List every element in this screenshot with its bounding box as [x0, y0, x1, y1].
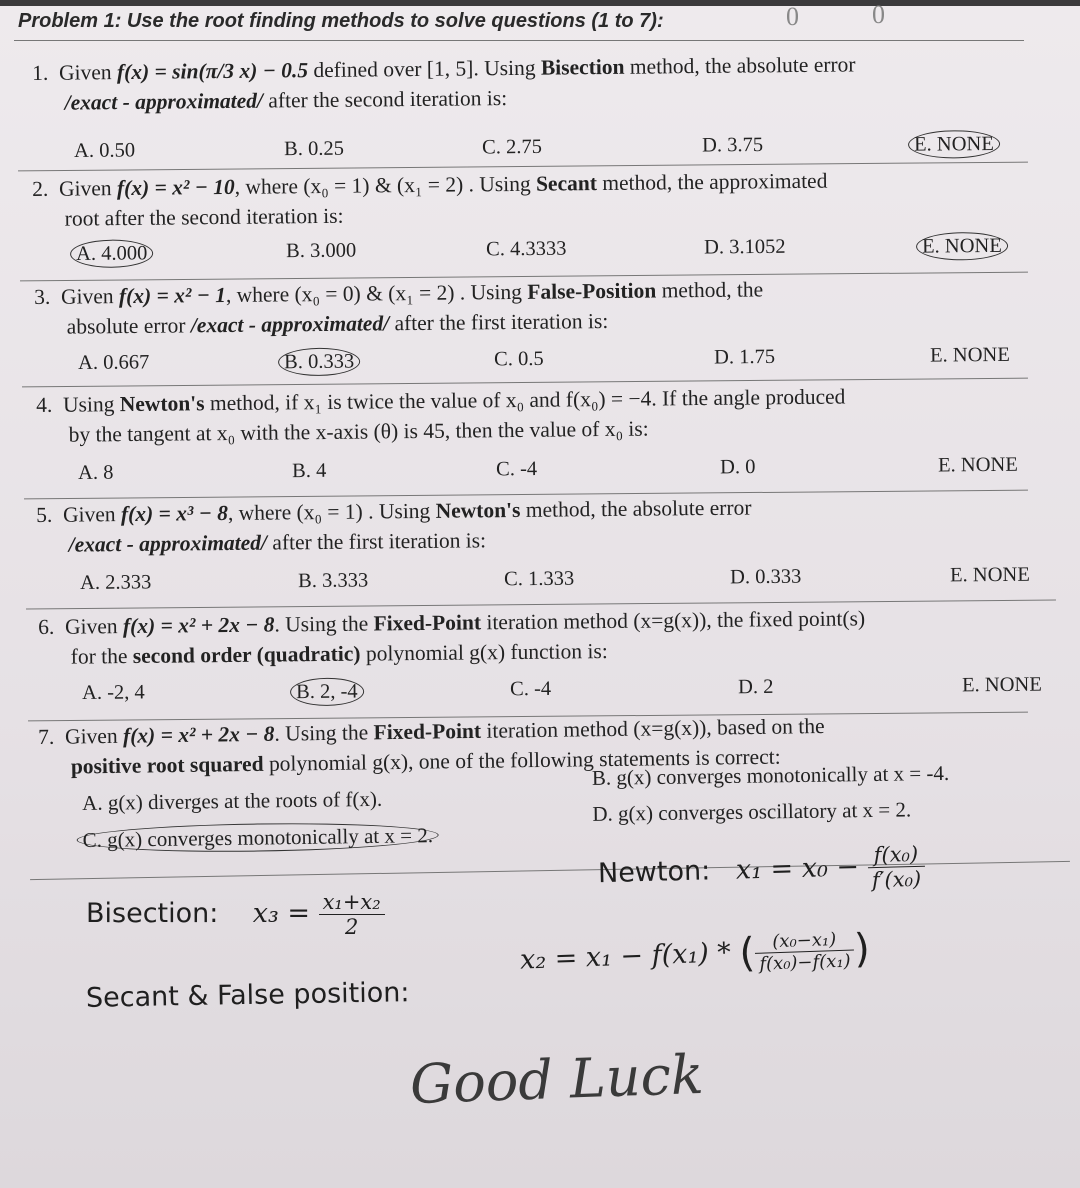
question-2: 2. Given f(x) = x² − 10, where (x₀ = 1) & (x₁ = 2) . Using Secant method, the approximated root after the second iteration is:	[32, 168, 828, 231]
option-d[interactable]: D. 2	[737, 675, 774, 699]
option-a[interactable]: A. 0.667	[78, 351, 150, 374]
option-e-circled[interactable]: E. NONE	[916, 232, 1008, 261]
option-a[interactable]: A. g(x) diverges at the roots of f(x).	[82, 786, 383, 815]
options-q3	[78, 342, 1018, 374]
question-4: 4. Using Newton's method, if x₁ is twice the value of x₀ and f(x₀) = −4. If the angle produced by the tangent at x₀ with the x-axis (θ) is 45, then the value of x₀ is:	[36, 384, 846, 447]
option-c[interactable]: C. 4.3333	[486, 237, 567, 261]
options-q2	[76, 232, 1016, 265]
option-b[interactable]: B. 4	[292, 459, 327, 483]
option-c[interactable]: C. 1.333	[504, 567, 575, 591]
question-1: 1. Given f(x) = sin(π/3 x) − 0.5 defined over [1, 5]. Using Bisection method, the absolute error /exact - approximated/ after the second iteration is:	[32, 52, 856, 115]
newton-formula: Newton: x₁ = x₀ − $\frac{\text{f(x₀)}}{\text{f′(x₀)}}$	[597, 842, 925, 900]
option-c[interactable]: C. -4	[496, 457, 538, 481]
options-q5	[80, 562, 1030, 594]
divider	[14, 40, 1024, 41]
option-e[interactable]: E. NONE	[949, 563, 1030, 587]
options-q6	[82, 672, 1042, 704]
option-e[interactable]: E. NONE	[929, 343, 1010, 367]
options-q1	[74, 130, 1014, 162]
secant-expression: x₂ = x₁ − f(x₁) * ( $\frac{\text{(x₀−x₁)}}{\text{f(x₀)−f(x₁)}}$ )	[519, 925, 871, 977]
question-5: 5. Given f(x) = x³ − 8, where (x₀ = 1) . Using Newton's method, the absolute error /exact - approximated/ after the first iteration is:	[36, 495, 752, 557]
option-a[interactable]: A. -2, 4	[82, 681, 145, 704]
option-b-circled[interactable]: B. 0.333	[278, 348, 360, 377]
option-b[interactable]: B. 0.25	[284, 137, 345, 161]
option-b-circled[interactable]: B. 2, -4	[290, 678, 364, 707]
option-d[interactable]: D. g(x) converges oscillatory at x = 2.	[592, 797, 912, 826]
secant-fraction: $\frac{\text{(x₀−x₁)}}{\text{f(x₀)−f(x₁)}}$	[754, 928, 855, 974]
option-b[interactable]: B. g(x) converges monotonically at x = -4.	[591, 760, 950, 790]
option-a[interactable]: A. 0.50	[74, 139, 136, 162]
option-b[interactable]: B. 3.333	[298, 569, 369, 593]
pen-scribble: 0	[786, 2, 799, 31]
options-q4	[78, 452, 1028, 484]
bisection-formula: Bisection: x₃ = $\frac{\text{x₁+x₂}}{2}$	[86, 890, 385, 939]
option-d[interactable]: D. 3.75	[701, 133, 764, 157]
option-a[interactable]: A. 8	[78, 461, 114, 484]
top-shadow	[0, 0, 1080, 6]
option-e[interactable]: E. NONE	[961, 673, 1042, 697]
option-c-circled[interactable]: C. g(x) converges monotonically at x = 2.	[77, 821, 440, 854]
bisection-fraction: $\frac{\text{x₁+x₂}}{2}$	[319, 890, 385, 939]
newton-fraction: $\frac{\text{f(x₀)}}{\text{f′(x₀)}}$	[867, 842, 925, 892]
problem-header: Problem 1: Use the root finding methods to solve questions (1 to 7):	[18, 10, 664, 32]
good-luck-text: Good Luck	[408, 1042, 705, 1117]
option-b[interactable]: B. 3.000	[286, 239, 357, 263]
secant-formula	[86, 977, 410, 1014]
pen-scribble: 0	[872, 0, 885, 29]
option-a[interactable]: A. 2.333	[80, 571, 152, 594]
question-3: 3. Given f(x) = x² − 1, where (x₀ = 0) & (x₁ = 2) . Using False-Position method, the absolute error /exact - approximated/ after the first iteration is:	[34, 277, 764, 339]
option-c[interactable]: C. 2.75	[482, 135, 543, 159]
option-c[interactable]: C. 0.5	[494, 347, 544, 371]
option-d[interactable]: D. 3.1052	[703, 235, 786, 259]
bisection-label: Bisection:	[86, 898, 219, 929]
question-7: 7. Given f(x) = x² + 2x − 8. Using the Fixed-Point iteration method (x=g(x)), based on the positive root squared polynomial g(x), one of the following statements is correct:	[38, 714, 825, 779]
newton-label: Newton:	[597, 855, 711, 890]
option-a-circled[interactable]: A. 4.000	[70, 239, 153, 268]
option-e[interactable]: E. NONE	[937, 453, 1018, 477]
option-d[interactable]: D. 0.333	[729, 565, 802, 589]
question-6: 6. Given f(x) = x² + 2x − 8. Using the Fixed-Point iteration method (x=g(x)), the fixed point(s) for the second order (quadratic) polynomial g(x) function is:	[38, 606, 866, 669]
secant-label: Secant & False position:	[85, 977, 410, 1014]
option-d[interactable]: D. 1.75	[713, 345, 776, 369]
option-d[interactable]: D. 0	[719, 456, 756, 479]
option-c[interactable]: C. -4	[510, 677, 552, 701]
option-e-circled[interactable]: E. NONE	[908, 130, 1000, 159]
